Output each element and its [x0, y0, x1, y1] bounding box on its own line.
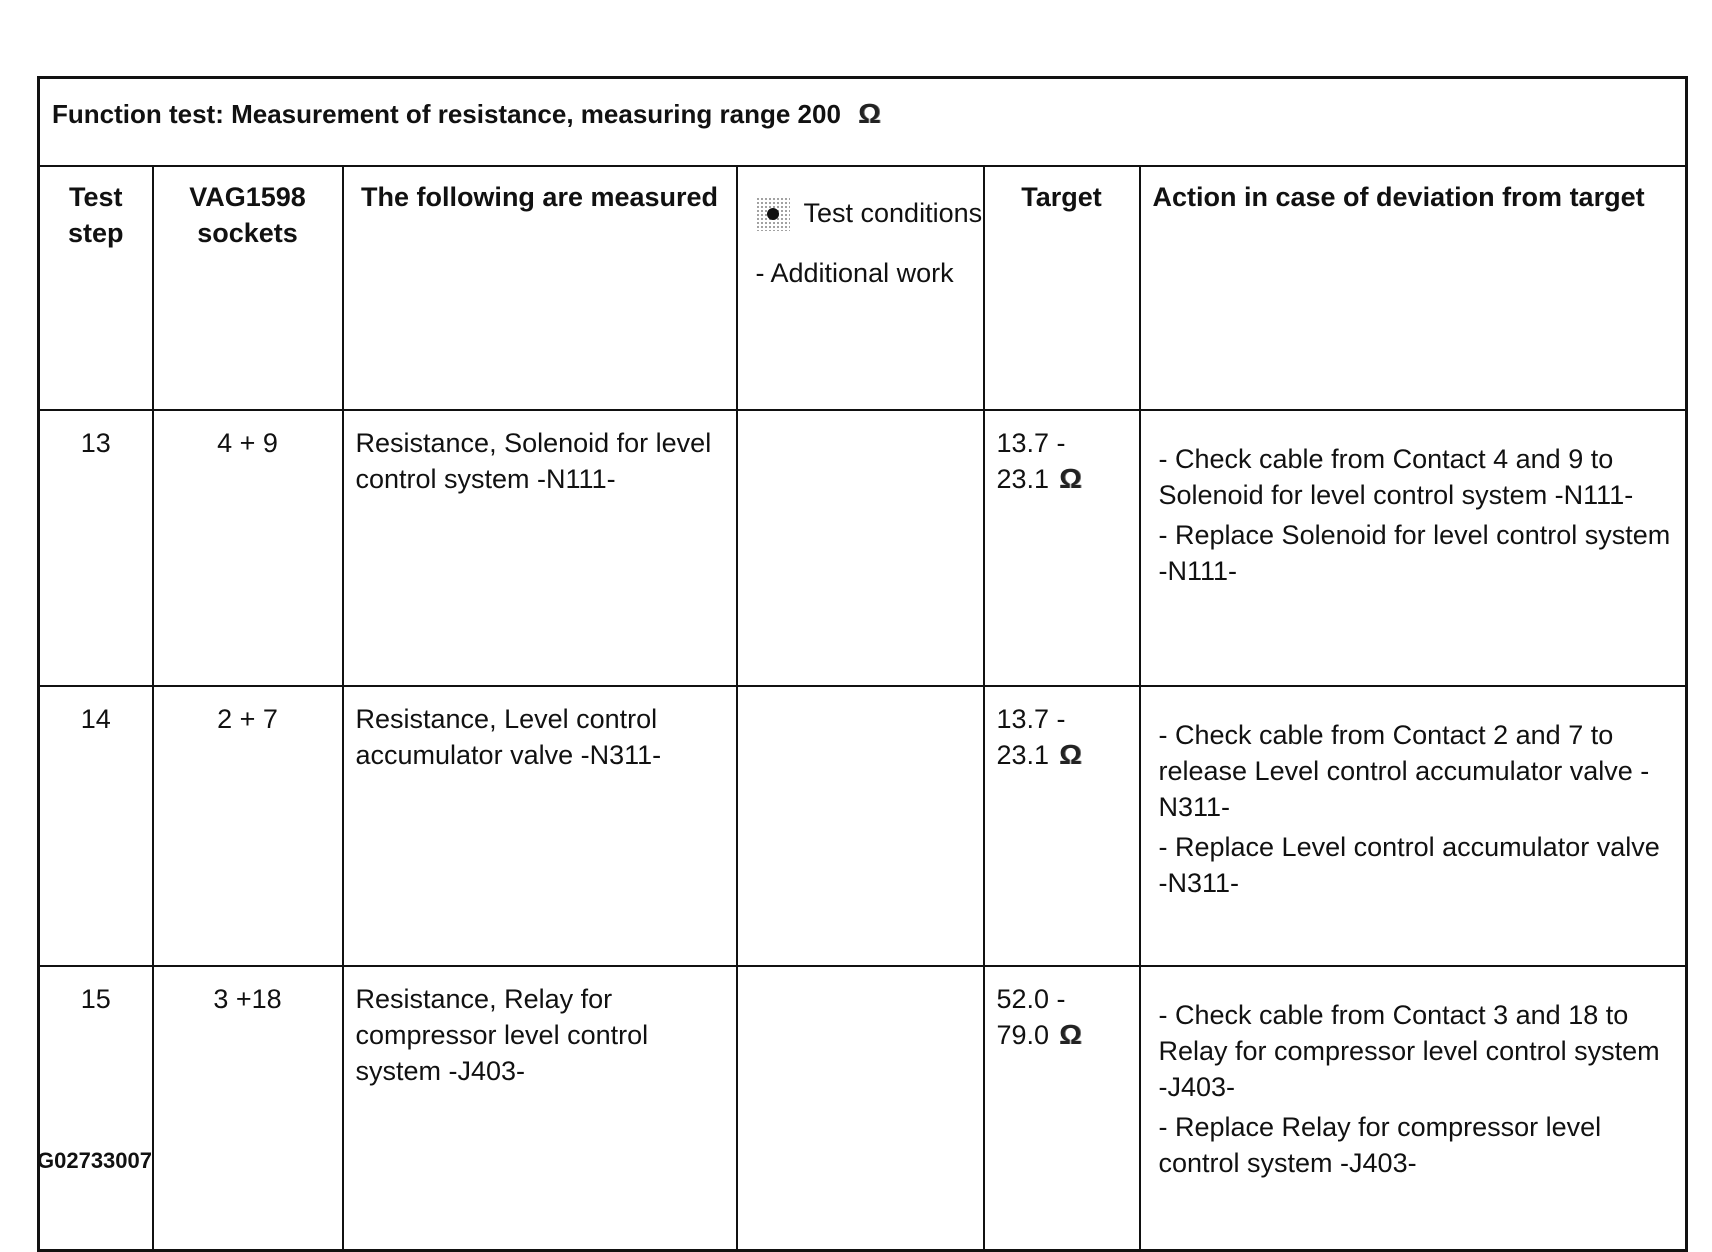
- action-item: - Check cable from Contact 4 and 9 to Solenoid for level control system -N111-: [1158, 444, 1634, 510]
- ohm-symbol-icon: Ω: [1059, 463, 1082, 494]
- sockets-cell: 2 + 7: [153, 686, 343, 966]
- action-cell: [1140, 966, 1687, 1251]
- conditions-cell: [737, 966, 984, 1251]
- target-range-end: 23.1: [996, 464, 1050, 494]
- target-cell: [984, 966, 1140, 1251]
- target-range-start: 13.7 -: [996, 704, 1066, 734]
- ohm-symbol-icon: Ω: [858, 98, 881, 129]
- action-cell: [1140, 686, 1687, 966]
- header-test-step: Test step: [39, 166, 153, 410]
- table-row: [39, 410, 1687, 686]
- ohm-symbol-icon: Ω: [1059, 739, 1082, 770]
- target-range-end: 23.1: [996, 740, 1050, 770]
- action-item: - Replace Level control accumulator valve -N311-: [1158, 832, 1660, 898]
- test-step-cell: 14: [39, 686, 153, 966]
- conditions-cell: [737, 410, 984, 686]
- test-step-cell: 13: [39, 410, 153, 686]
- action-item: - Replace Relay for compressor level control system -J403-: [1158, 1112, 1602, 1178]
- header-sockets: VAG1598 sockets: [153, 166, 343, 410]
- table-row: [39, 966, 1687, 1251]
- sockets-cell: 3 +18: [153, 966, 343, 1251]
- table-title-text: Function test: Measurement of resistance, measuring range 200: [52, 99, 841, 129]
- action-item: - Replace Solenoid for level control system -N111-: [1158, 520, 1671, 586]
- header-target: Target: [984, 166, 1140, 410]
- header-conditions: [737, 166, 984, 410]
- target-range-end-line: [997, 461, 1131, 497]
- function-test-table: [37, 76, 1688, 1252]
- target-range-start: 13.7 -: [996, 428, 1066, 458]
- measured-cell: Resistance, Relay for compressor level control system -J403-: [343, 966, 737, 1251]
- test-step-cell: 15: [39, 966, 153, 1251]
- target-cell: [984, 410, 1140, 686]
- figure-id: G02733007: [37, 1148, 152, 1173]
- table-title: [39, 78, 1687, 167]
- function-test-table-wrapper: [37, 76, 1685, 1252]
- target-range-end-line: [997, 1017, 1131, 1053]
- header-action: Action in case of deviation from target: [1140, 166, 1687, 410]
- header-measured: The following are measured: [343, 166, 737, 410]
- header-conditions-label: Test conditions: [803, 198, 983, 228]
- target-cell: [984, 686, 1140, 966]
- bullet-icon: [756, 197, 790, 231]
- sockets-cell: 4 + 9: [153, 410, 343, 686]
- conditions-cell: [737, 686, 984, 966]
- table-header-row: [39, 166, 1687, 410]
- header-additional-work: - Additional work: [755, 258, 954, 288]
- measured-cell: Resistance, Solenoid for level control system -N111-: [343, 410, 737, 686]
- measured-cell: Resistance, Level control accumulator valve -N311-: [343, 686, 737, 966]
- target-range-end: 79.0: [996, 1020, 1050, 1050]
- action-item: - Check cable from Contact 3 and 18 to Relay for compressor level control system -J403-: [1158, 1000, 1660, 1102]
- target-range-end-line: [997, 737, 1131, 773]
- action-cell: [1140, 410, 1687, 686]
- ohm-symbol-icon: Ω: [1059, 1019, 1082, 1050]
- target-range-start: 52.0 -: [996, 984, 1066, 1014]
- action-item: - Check cable from Contact 2 and 7 to release Level control accumulator valve -N311-: [1158, 720, 1650, 822]
- table-title-row: [39, 78, 1687, 167]
- table-row: [39, 686, 1687, 966]
